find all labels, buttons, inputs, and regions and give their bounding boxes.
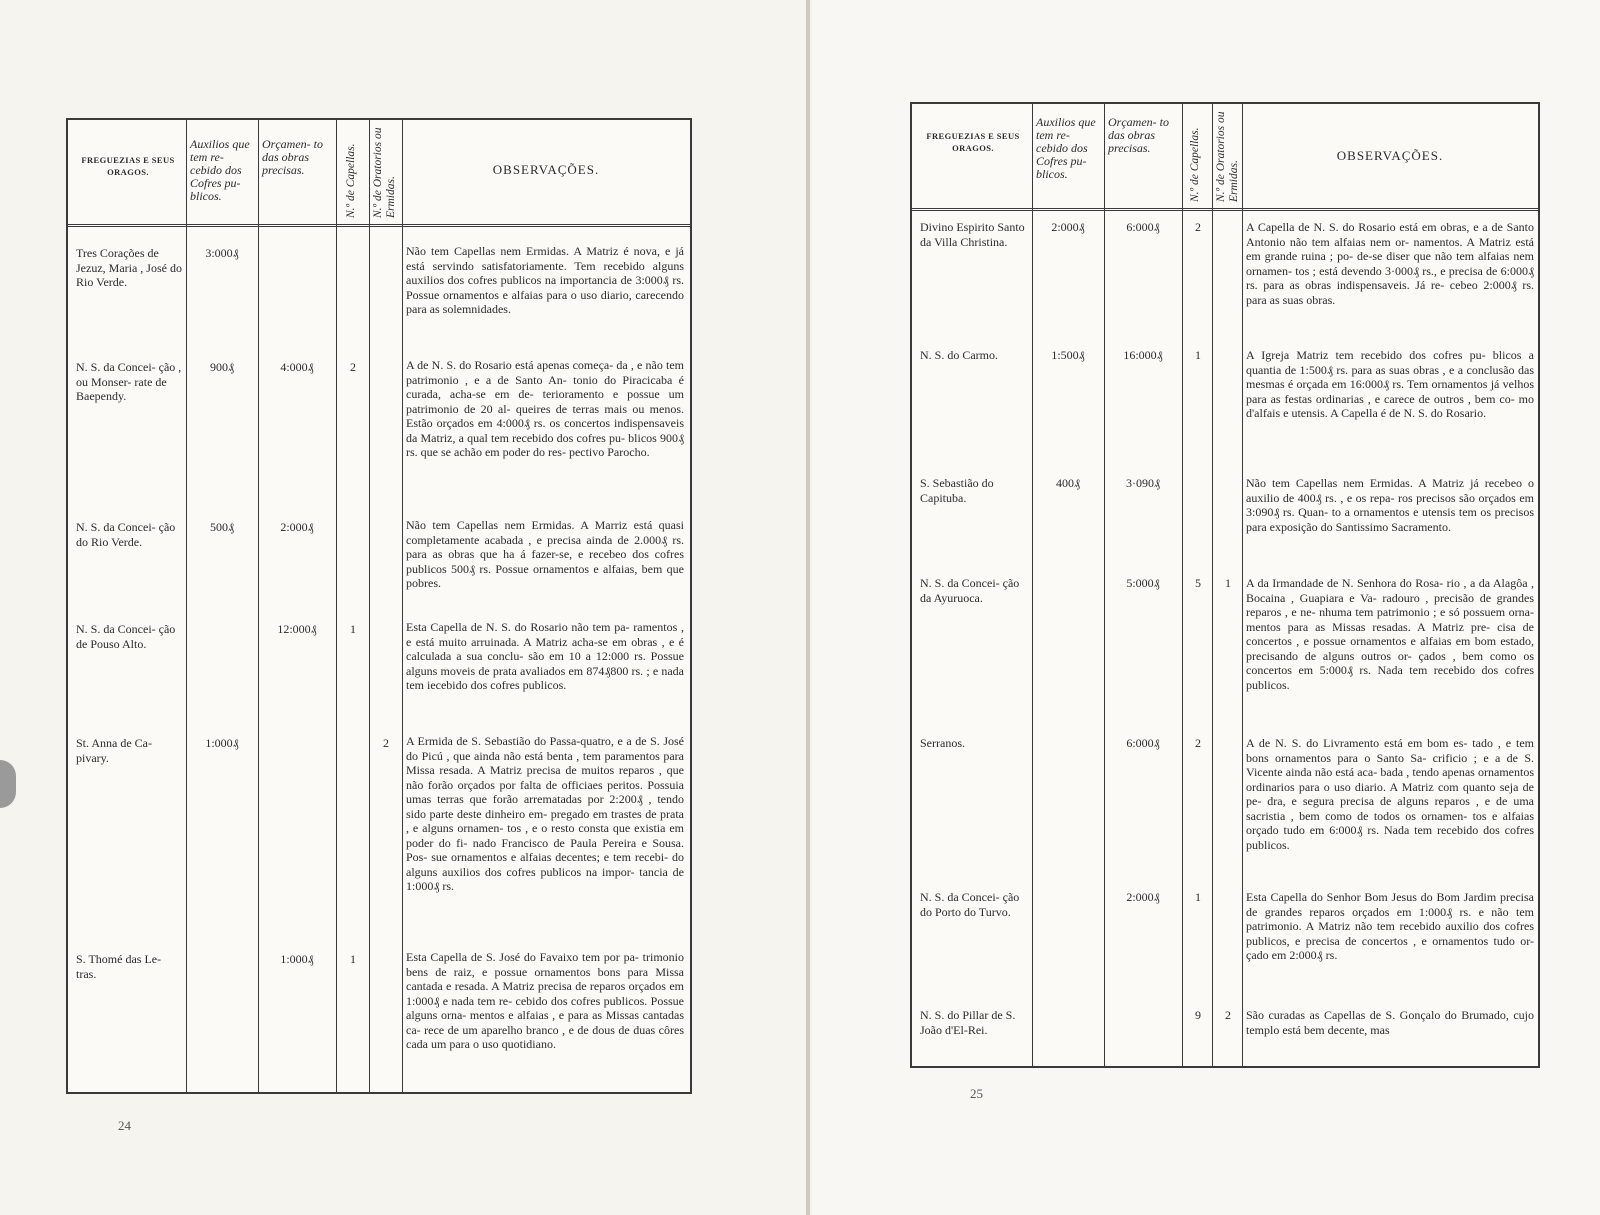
capellas-cell: 1 <box>1195 348 1201 362</box>
freguezia-cell: N. S. da Concei- ção do Porto do Turvo. <box>920 890 1020 919</box>
orcamento-cell: 12:000₰ <box>277 622 317 636</box>
capellas-cell: 1 <box>350 622 356 636</box>
capellas-cell: 5 <box>1195 576 1201 590</box>
observacoes-cell: Não tem Capellas nem Ermidas. A Matriz é nova, e já está servindo satisfatoriamente. Tem recebido alguns auxilios dos cofres publicos na importancia de 3:000₰ rs. Possue ornamentos e alfaias para o uso diario, carecendo para as solemnidades. <box>406 244 684 316</box>
oratorios-cell: 2 <box>383 736 389 750</box>
observacoes-cell: Não tem Capellas nem Ermidas. A Marriz está quasi completamente acabada , e precisa ainda de 2.000₰ rs. para as obras que ha á fazer-se, e recebeo dos cofres publicos 500₰ rs. Possue ornamentos e alfaias, bem que pobres. <box>406 518 684 590</box>
right-page <box>812 0 1600 1215</box>
header-freguezias: FREGUEZIAS E SEUS ORAGOS. <box>926 131 1020 153</box>
orcamento-cell: 5:000₰ <box>1126 576 1160 590</box>
observacoes-cell: A da Irmandade de N. Senhora do Rosa- rio , a da Alagôa , Bocaina , Guapiara e Va- radouro , precisão de grandes reparos , e ne- nhuma tem patrimonio ; e só possuem orna- mentos para as Missas resadas. A Matriz pre- cisa de concertos , e possue ornamentos e alfaias em bom estado, precisando de alguns outros or- çados , bem como os concertos em 5:000₰ rs. Nada tem recebido dos cofres publicos. <box>1246 576 1534 692</box>
auxilios-cell: 2:000₰ <box>1051 220 1085 234</box>
freguezia-cell: N. S. do Pillar de S. João d'El-Rei. <box>920 1008 1016 1037</box>
observacoes-cell: A Igreja Matriz tem recebido dos cofres pu- blicos a quantia de 1:500₰ rs. para as suas obras , e a conclusão das mesmas é orçada em 16:000₰ rs. Tem ornamentos já velhos para as festas ordinarias , e carece de outros , bem co- mo d'alfais e utensis. A Capella é de N. S. do Rosario. <box>1246 348 1534 420</box>
freguezia-cell: N. S. da Concei- ção da Ayuruoca. <box>920 576 1020 605</box>
freguezia-cell: N. S. da Concei- ção de Pouso Alto. <box>76 622 176 651</box>
observacoes-cell: Não tem Capellas nem Ermidas. A Matriz já recebeo o auxilio de 400₰ rs. , e os repa- ros precisos são orçados em 3:090₰ rs. Quan- to a ornamentos e utensis tem os precisos para exposição do Santissimo Sacramento. <box>1246 476 1534 534</box>
capellas-cell: 9 <box>1195 1008 1201 1022</box>
capellas-cell: 1 <box>1195 890 1201 904</box>
header-capellas: N.º de Capellas. <box>345 143 357 218</box>
header-orcamento: Orçamen- to das obras precisas. <box>262 137 323 177</box>
orcamento-cell: 6:000₰ <box>1126 736 1160 750</box>
header-auxilios: Auxilios que tem re- cebido dos Cofres pu- blicos. <box>1036 115 1096 181</box>
observacoes-cell: A de N. S. do Rosario está apenas começa- da , e não tem patrimonio , e a de Santo An- tonio do Piracicaba é curada, acha-se em de- terioramento e possue um patrimonio de 20 al- queires de terras mais ou menos. Estão orçados em 4:000₰ rs. os concertos indispensaveis da Matriz, a qual tem recebido dos cofres pu- blicos 900₰ rs. que se achão em poder do res- pectivo Parocho. <box>406 358 684 459</box>
orcamento-cell: 6:000₰ <box>1126 220 1160 234</box>
orcamento-cell: 3·090₰ <box>1126 476 1160 490</box>
freguezia-cell: Divino Espirito Santo da Villa Christina. <box>920 220 1025 249</box>
freguezia-cell: N. S. da Concei- ção do Rio Verde. <box>76 520 176 549</box>
freguezia-cell: N. S. do Carmo. <box>920 348 998 362</box>
freguezia-cell: Serranos. <box>920 736 965 750</box>
header-observacoes: OBSERVAÇÕES. <box>1336 148 1444 163</box>
observacoes-cell: Esta Capella de S. José do Favaixo tem por pa- trimonio bens de raiz, e possue ornamentos bons para Missa cantada e resada. A Matriz precisa de reparos orçados em 1:000₰ e nada tem re- cebido dos cofres publicos. Possue alguns orna- mentos e alfaias , e para as Missas cantadas ca- rece de um aparelho branco , e de dous de duas côres cada um para o uso quotidiano. <box>406 950 684 1051</box>
paper-stain <box>0 760 16 808</box>
capellas-cell: 2 <box>1195 736 1201 750</box>
orcamento-cell: 2:000₰ <box>1126 890 1160 904</box>
header-orcamento: Orçamen- to das obras precisas. <box>1108 115 1169 155</box>
orcamento-cell: 4:000₰ <box>280 360 314 374</box>
header-observacoes: OBSERVAÇÕES. <box>492 162 600 177</box>
auxilios-cell: 900₰ <box>210 360 234 374</box>
header-oratorios: N.º de Oratorios ou Ermidas. <box>1215 111 1240 202</box>
capellas-cell: 2 <box>350 360 356 374</box>
header-freguezias: FREGUEZIAS E SEUS ORAGOS. <box>81 155 175 177</box>
orcamento-cell: 16:000₰ <box>1123 348 1163 362</box>
auxilios-cell: 1:000₰ <box>205 736 239 750</box>
header-capellas: N.º de Capellas. <box>1189 127 1201 202</box>
left-table <box>66 118 692 1094</box>
right-table <box>910 102 1540 1068</box>
observacoes-cell: São curadas as Capellas de S. Gonçalo do Brumado, cujo templo está bem decente, mas <box>1246 1008 1534 1037</box>
oratorios-cell: 2 <box>1225 1008 1231 1022</box>
header-auxilios: Auxilios que tem re- cebido dos Cofres pu- blicos. <box>190 137 250 203</box>
auxilios-cell: 400₰ <box>1056 476 1080 490</box>
freguezia-cell: S. Thomé das Le- tras. <box>76 952 162 981</box>
freguezia-cell: S. Sebastião do Capituba. <box>920 476 994 505</box>
observacoes-cell: A Ermida de S. Sebastião do Passa-quatro, e a de S. José do Picú , que ainda não está benta , tem paramentos para Missa resada. A Matriz precisa de muitos reparos , que não forão orçados por falta de officiaes peritos. Possuia umas terras que forão arrematadas por 2:200₰ , tendo sido parte deste dinheiro em- pregado em trastes de prata , e alguns ornamen- tos , e o resto consta que existia em poder do fi- nado Francisco de Paula Pereira e Sousa. Pos- sue ornamentos e alfaias decentes; e tem recebi- do alguns auxilios dos cofres publicos na impor- tancia de 1:000₰ rs. <box>406 734 684 893</box>
observacoes-cell: A Capella de N. S. do Rosario está em obras, e a de Santo Antonio não tem alfaias nem or- namentos. A Matriz está em grande ruina ; po- de-se diser que não tem alfaias nem ornamen- tos ; está devendo 3·000₰ rs., e precisa de 6:000₰ rs. para as obras indispensaveis. Já re- cebeo 2:000₰ rs. para as suas obras. <box>1246 220 1534 307</box>
freguezia-cell: St. Anna de Ca- pivary. <box>76 736 152 765</box>
page-number: 24 <box>118 1118 131 1133</box>
page-number: 25 <box>970 1086 983 1101</box>
observacoes-cell: A de N. S. do Livramento está em bom es- tado , e tem bons ornamentos para o Santo Sa- crificio ; e a de S. Vicente ainda não está aca- bada , tendo apenas ornamentos ordinarios para o uso diario. A Matriz com quanto seja de pe- dra, e segura precisa de alguns reparos , e de uma sacristia , bem como de todos os ornamen- tos e alfaias orçado tudo em 6:000₰ rs. Nada tem recebido dos cofres publicos. <box>1246 736 1534 852</box>
freguezia-cell: N. S. da Concei- ção , ou Monser- rate de Baependy. <box>76 360 182 403</box>
observacoes-cell: Esta Capella do Senhor Bom Jesus do Bom Jardim precisa de grandes reparos orçados em 1:000₰ rs. e não tem patrimonio. A Matriz não tem recebido auxilio dos cofres publicos, e precisa de concertos , e ornamentos tudo or- çado em 2:000₰ rs. <box>1246 890 1534 962</box>
auxilios-cell: 1:500₰ <box>1051 348 1085 362</box>
observacoes-cell: Esta Capella de N. S. do Rosario não tem pa- ramentos , e está muito arruinada. A Matriz acha-se em obras , e é calculada a sua conclu- são em 10 a 12:000 rs. Possue alguns moveis de prata avaliados em 874₰800 rs. ; e nada tem iecebido dos cofres publicos. <box>406 620 684 692</box>
freguezia-cell: Tres Corações de Jezuz, Maria , José do Rio Verde. <box>76 246 182 289</box>
orcamento-cell: 2:000₰ <box>280 520 314 534</box>
page-gutter <box>806 0 810 1215</box>
orcamento-cell: 1:000₰ <box>280 952 314 966</box>
oratorios-cell: 1 <box>1225 576 1231 590</box>
header-oratorios: N.º de Oratorios ou Ermidas. <box>372 127 397 218</box>
capellas-cell: 1 <box>350 952 356 966</box>
auxilios-cell: 500₰ <box>210 520 234 534</box>
capellas-cell: 2 <box>1195 220 1201 234</box>
auxilios-cell: 3:000₰ <box>205 246 239 260</box>
